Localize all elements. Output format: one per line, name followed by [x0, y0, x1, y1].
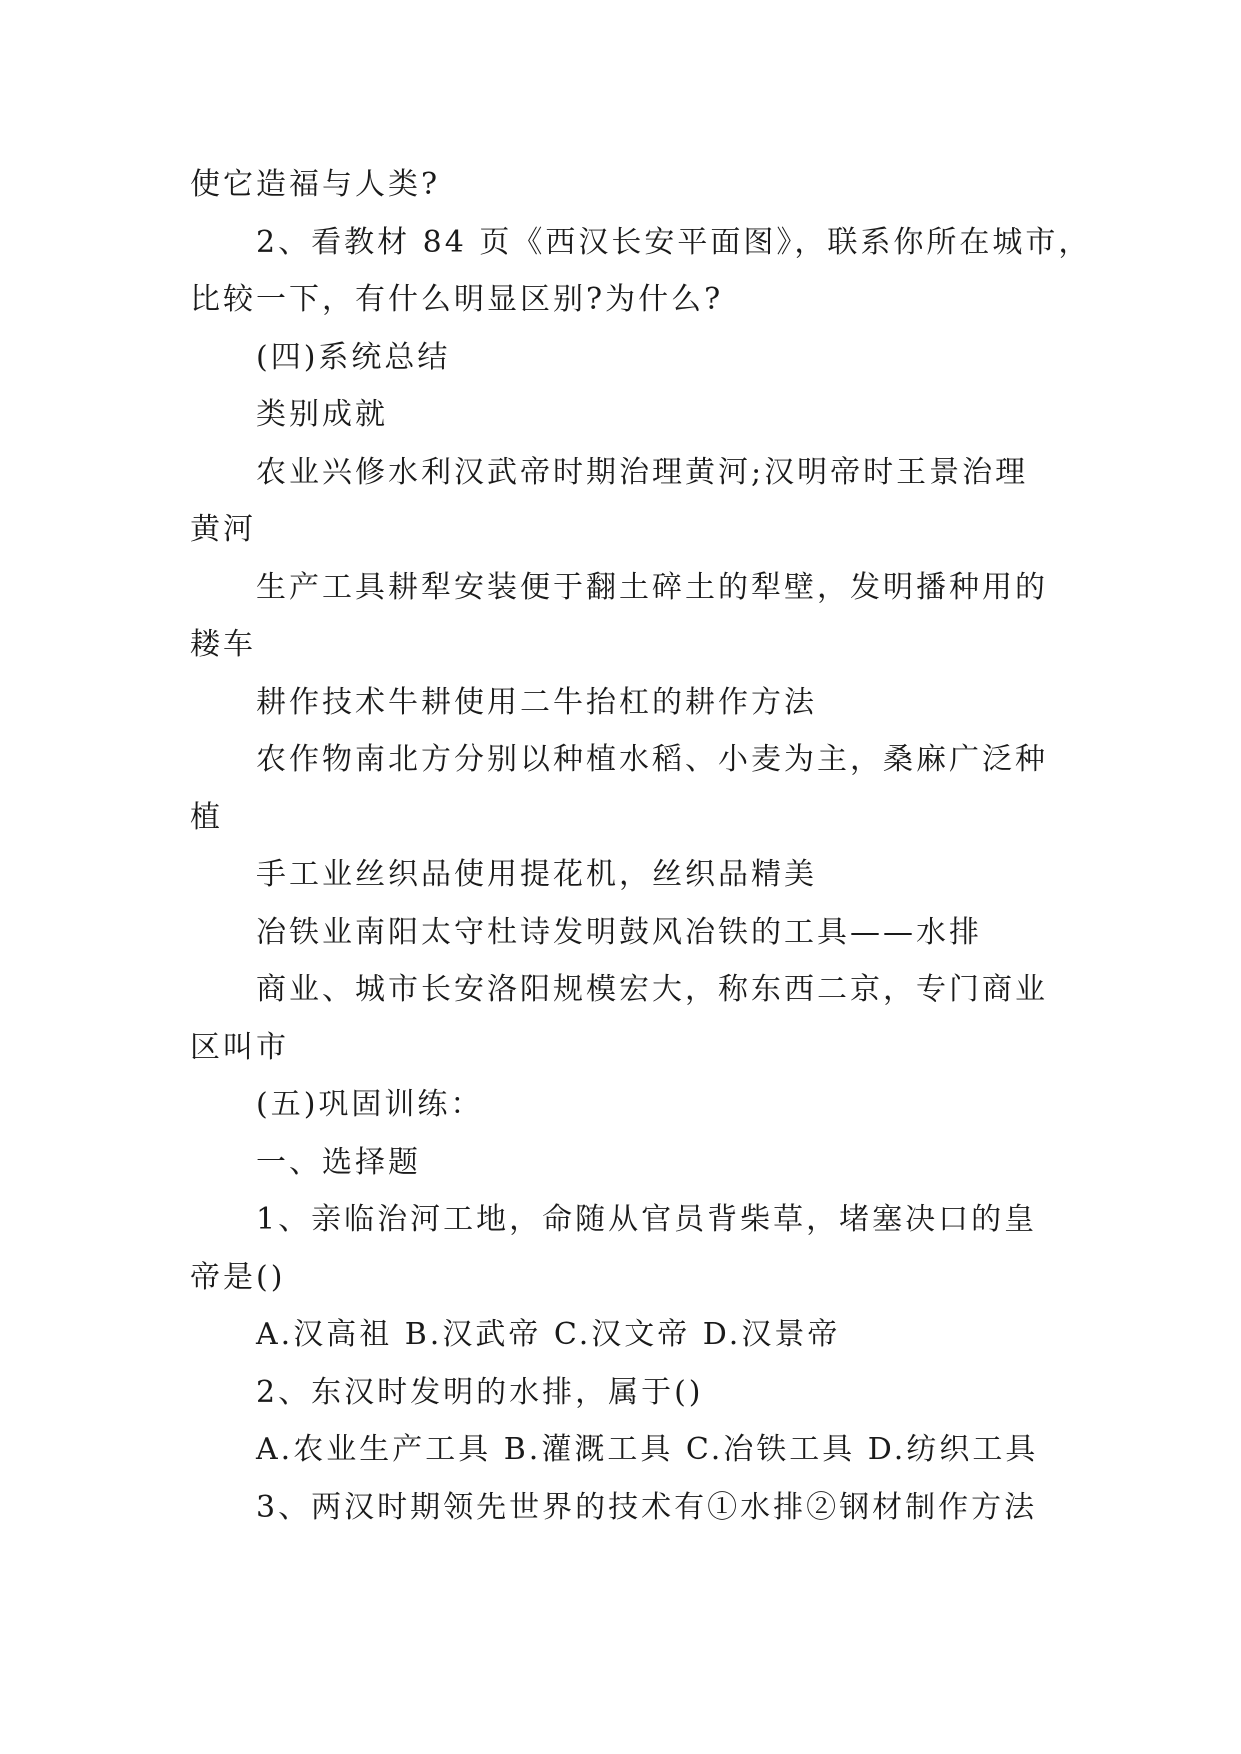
question-text: 帝是(): [190, 1260, 286, 1295]
text-line: 手工业丝织品使用提花机，丝织品精美: [256, 857, 817, 892]
question-text: 2、东汉时发明的水排，属于(): [256, 1375, 704, 1410]
section-heading: (四)系统总结: [256, 340, 451, 375]
text-line: 比较一下，有什么明显区别?为什么?: [190, 282, 724, 317]
text-line: 耧车: [190, 627, 256, 662]
text-line: 类别成就: [256, 397, 388, 432]
text-line: 2、看教材 84 页《西汉长安平面图》，联系你所在城市，: [256, 225, 1092, 260]
answer-options: A.汉高祖 B.汉武帝 C.汉文帝 D.汉景帝: [256, 1317, 841, 1352]
text-line: 农作物南北方分别以种植水稻、小麦为主，桑麻广泛种: [256, 742, 1048, 777]
text-line: 冶铁业南阳太守杜诗发明鼓风冶铁的工具——水排: [256, 915, 982, 950]
text-line: 使它造福与人类?: [190, 167, 441, 202]
section-heading: (五)巩固训练：: [256, 1087, 484, 1122]
answer-options: A.农业生产工具 B.灌溉工具 C.冶铁工具 D.纺织工具: [256, 1432, 1039, 1467]
question-text: 1、亲临治河工地，命随从官员背柴草，堵塞决口的皇: [256, 1202, 1038, 1237]
section-heading: 一、选择题: [256, 1145, 421, 1180]
text-line: 商业、城市长安洛阳规模宏大，称东西二京，专门商业: [256, 972, 1048, 1007]
text-line: 农业兴修水利汉武帝时期治理黄河;汉明帝时王景治理: [256, 455, 1029, 490]
question-text: 3、两汉时期领先世界的技术有①水排②钢材制作方法: [256, 1490, 1038, 1525]
text-line: 黄河: [190, 512, 256, 547]
text-line: 耕作技术牛耕使用二牛抬杠的耕作方法: [256, 685, 817, 720]
text-line: 区叫市: [190, 1030, 289, 1065]
text-line: 生产工具耕犁安装便于翻土碎土的犁壁，发明播种用的: [256, 570, 1048, 605]
text-line: 植: [190, 800, 223, 835]
